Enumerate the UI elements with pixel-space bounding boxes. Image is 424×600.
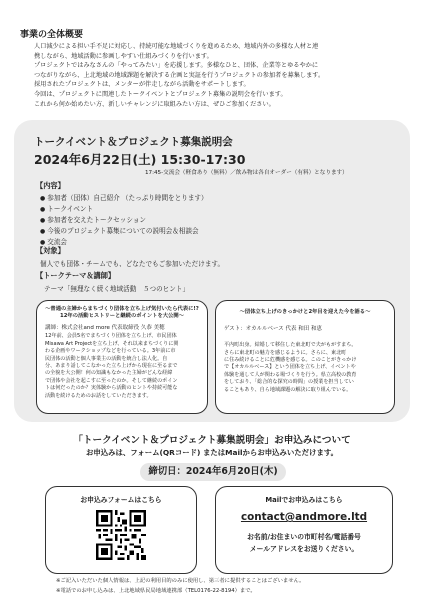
deadline-badge: 締切日：2024年6月20日(木)	[140, 463, 286, 481]
bio-line: 民団体の活動と個人事業主の活動を統合し法人化。自	[45, 355, 168, 362]
mail-instructions	[216, 531, 392, 555]
overview-line: 人口減少による担い手不足に対応し、持続可能な地域づくりを進めるため、地域内外の多様な人材と連	[34, 43, 319, 50]
bio-line: わる企画やワークショップなどを行っている。3年前に市	[45, 348, 176, 355]
bio-line: さらに東北町の魅力を感じるように。さらに、東北町	[224, 349, 347, 356]
apply-subtitle: お申込みは、フォーム(QRコード) またはMailからお申込みいただけます。	[85, 448, 339, 457]
bio-line: の全貌を大公開！何の知識もなかった主婦がどんな経緯	[45, 370, 173, 377]
speaker-card-right	[215, 300, 395, 414]
list-item: ● 今後のプロジェクト募集についての説明会＆相談会	[40, 226, 208, 237]
list-item: ● 参加者（団体）自己紹介 （たっぷり時間をとります）	[40, 193, 208, 204]
bio-line: 12年前、会員5名でまちづくり団体を立ち上げ、市民団体	[45, 333, 177, 340]
event-subnote: 17:45-交流会（軽食あり（無料）／飲み物は各自オーダー（有料）となります）	[145, 170, 348, 176]
heading-line: ～団体立ち上げのきっかけと2年目を迎えた今を語る～	[239, 309, 371, 315]
contact-email-link[interactable]: contact@andmore.ltd	[240, 511, 368, 523]
list-item: ● 参加者を交えたトークセッション	[40, 215, 208, 226]
overview-body	[34, 42, 404, 109]
mail-box-title: Mailでお申込みはこちら	[265, 496, 343, 504]
speaker-name: ゲスト：オカルルベース 代表 和田 和恵	[224, 326, 322, 333]
overview-line: 採用されたプロジェクトは、メンターが伴走しながら活動をサポートします。	[34, 81, 250, 89]
phone-footnote: ※電話でのお申し込みは、上北地域県民局地域連携部（TEL0176-22-8194）まで。	[56, 588, 256, 594]
bio-line: 分、あまり話してこなかった立ち上げから現在に至るまで	[45, 363, 178, 370]
list-item: ● トークイベント	[40, 204, 208, 215]
bio-line: ることもあり、自ら地域課題の解決に取り組んでいる。	[224, 386, 352, 393]
speaker-bio	[216, 332, 394, 394]
overview-line: プロジェクトではみなさんの「やってみたい」を応援します。多様なひと、団体、企業等とゆるやかに	[34, 62, 319, 70]
bio-line: 体験を通して人が関わる場づくりを行う。県立高校の教育	[224, 371, 357, 378]
speaker-card-left	[36, 300, 208, 414]
speaker-card-heading	[37, 301, 207, 320]
overview-line: 携しながら、地域活動に参画しやすい仕組みづくりを行います。	[34, 52, 213, 60]
target-text: 個人でも団体・チームでも、どなたでもご参加いただけます。	[40, 260, 225, 268]
speaker-name: 講師：株式会社and more 代表取締役 久恭 美穂	[45, 325, 165, 332]
bio-line: Misawa Art Projectを立ち上げ、それ以来まちづくりに関	[45, 340, 179, 347]
overview-line: これから何か始めたい方、新しいチャレンジに取組みたい方は、ぜひご参加ください。	[34, 100, 275, 108]
contents-heading: 【内容】	[36, 181, 65, 190]
instruction-line: お名前/お住まいの市町村名/電話番号	[247, 533, 361, 541]
talk-theme-heading: 【トークテーマ＆講師】	[36, 271, 116, 280]
overview-line: 今回は、プロジェクトに関連したトークイベントとプロジェクト募集の説明会を行います。	[34, 90, 287, 98]
bio-line: 活動を続けるためのお話をしていただきます。	[45, 392, 152, 399]
bio-line: トは何だったのか？実体験から活動のヒントや持続可能な	[45, 385, 178, 392]
target-heading: 【対象】	[36, 246, 65, 255]
list-item: ● 交流会	[40, 237, 208, 248]
bio-line: で【オカルルベース】という団体を立ち上げ、イベントや	[224, 364, 356, 371]
heading-line: 12年の活動ヒストリーと継続のポイントを大公開～	[60, 313, 184, 320]
heading-line: ～普通の主婦からまちづくり団体を立ち上げ気付いたら代表に!?	[45, 306, 199, 312]
form-application-box	[45, 486, 197, 574]
bio-line: 平内町出身。結婚して移住した東北町で夫がもがすまち。	[224, 342, 357, 349]
form-box-title: お申込みフォームはこちら	[80, 496, 162, 504]
event-date: 2024年6月22日(土) 15:30-17:30	[34, 152, 246, 167]
contents-list	[40, 193, 208, 248]
privacy-footnote: ※ご記入いただいた個人情報は、上記の利用目的のみに使用し、第三者に提供することはございません。	[56, 578, 305, 584]
apply-title: 「トークイベント＆プロジェクト募集説明会」お申込みについて	[73, 435, 351, 446]
instruction-line: メールアドレスをお送りください。	[249, 545, 359, 553]
speaker-card-heading	[216, 301, 394, 316]
overview-title: 事業の全体概要	[20, 30, 84, 40]
bio-line: で団体や会社を起こすに至ったのか。そして継続のポイン	[45, 377, 178, 384]
overview-line: つながりながら、上北地域の地域課題を解決する企画と実証を行うプロジェクトの参加者を募集します。	[34, 71, 325, 79]
talk-theme-text: テーマ「無理なく続く地域活動 ５つのヒント」	[44, 285, 190, 293]
speaker-bio	[37, 331, 207, 400]
mail-application-box	[215, 486, 393, 574]
bio-line: をしており、「総合的な探究の時間」の授業を担当してい	[224, 379, 354, 386]
qr-code-icon[interactable]	[96, 510, 146, 560]
bio-line: に住み続けることに危機感を感じる。このことがきっかけ	[224, 357, 357, 364]
event-title: トークイベント＆プロジェクト募集説明会	[34, 136, 233, 148]
